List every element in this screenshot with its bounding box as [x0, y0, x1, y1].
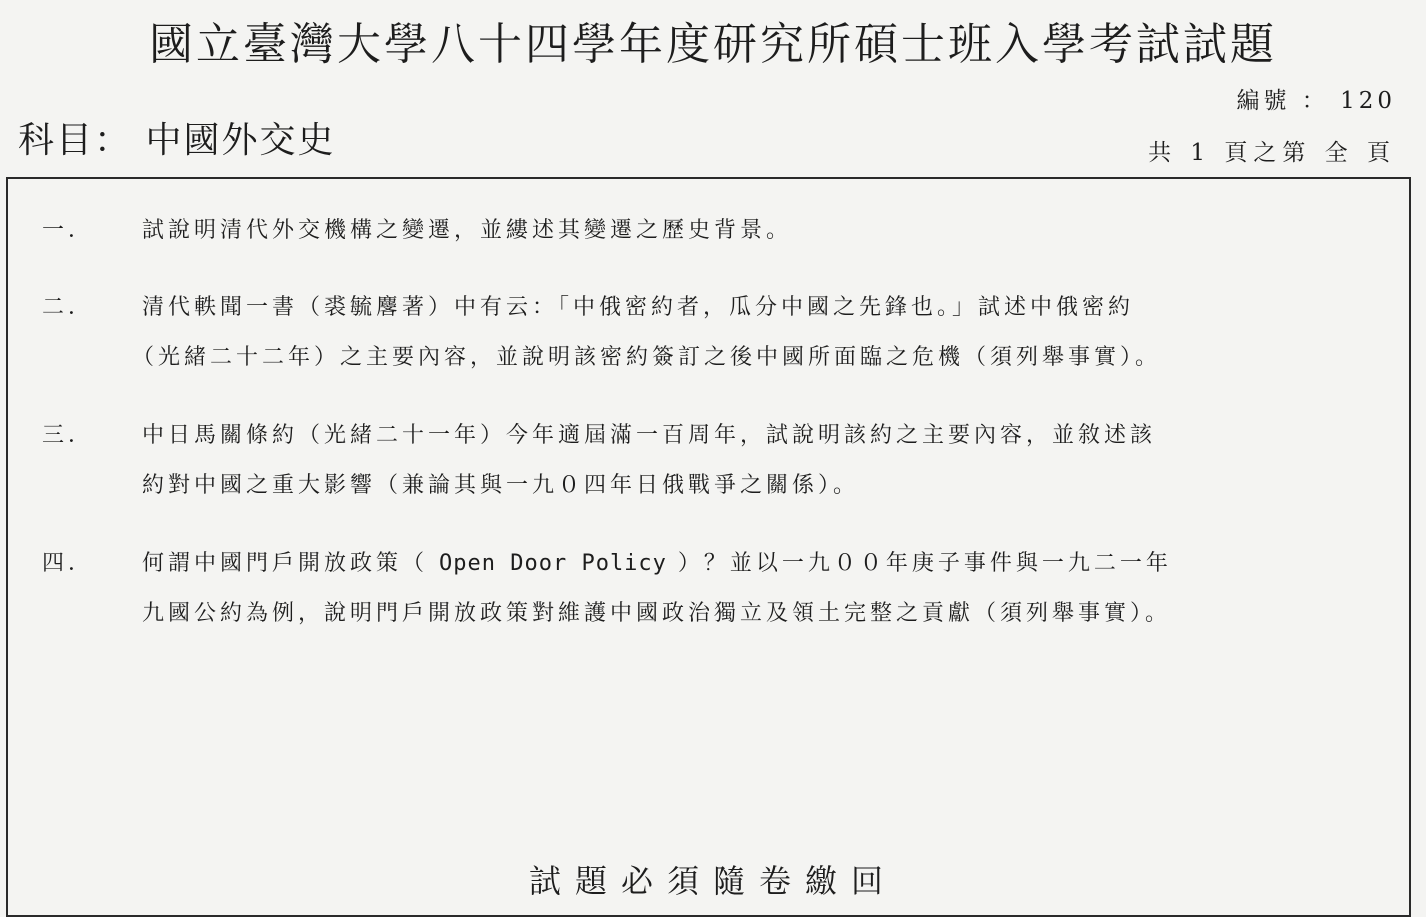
open-door-policy-term: Open Door Policy [439, 551, 667, 576]
return-exam-notice: 試題必須隨卷繳回 [528, 862, 897, 900]
question-number: 三． [42, 423, 95, 448]
question-text-line-2: 約對中國之重大影響（兼論其與一九０四年日俄戰爭之關係）。 [142, 473, 860, 498]
exam-title: 國立臺灣大學八十四學年度研究所碩士班入學考試試題 [149, 19, 1277, 70]
question-text-line-1: 清代軼聞一書（裘毓麐著）中有云：「中俄密約者，瓜分中國之先鋒也。」試述中俄密約 [142, 295, 1135, 320]
question-text-prefix: 何謂中國門戶開放政策（ [142, 551, 439, 576]
question-3 [42, 418, 1157, 498]
question-text-line-1: 中日馬關條約（光緒二十一年）今年適屆滿一百周年，試說明該約之主要內容，並敘述該 [142, 423, 1157, 448]
question-text-suffix: ）？並以一九００年庚子事件與一九二一年 [666, 551, 1172, 576]
question-text-line-1 [142, 546, 1172, 577]
question-text-line-2: （光緒二十二年）之主要內容，並說明該密約簽訂之後中國所面臨之危機（須列舉事實）。 [132, 345, 1162, 370]
page-count: 共 1 頁之第 全 頁 [1148, 140, 1396, 166]
question-number: 四． [42, 551, 95, 576]
question-number: 一． [42, 218, 95, 243]
question-2 [42, 290, 1162, 370]
exam-subject: 科目： 中國外交史 [18, 120, 336, 161]
question-number: 二． [42, 295, 95, 320]
question-4 [42, 546, 1172, 626]
question-text-line-2: 九國公約為例，說明門戶開放政策對維護中國政治獨立及領土完整之貢獻（須列舉事實）。 [142, 601, 1172, 626]
question-1 [42, 213, 793, 244]
exam-serial-number: 編號 ： 120 [1236, 88, 1396, 114]
question-text-line-1: 試說明清代外交機構之變遷，並縷述其變遷之歷史背景。 [142, 218, 793, 243]
